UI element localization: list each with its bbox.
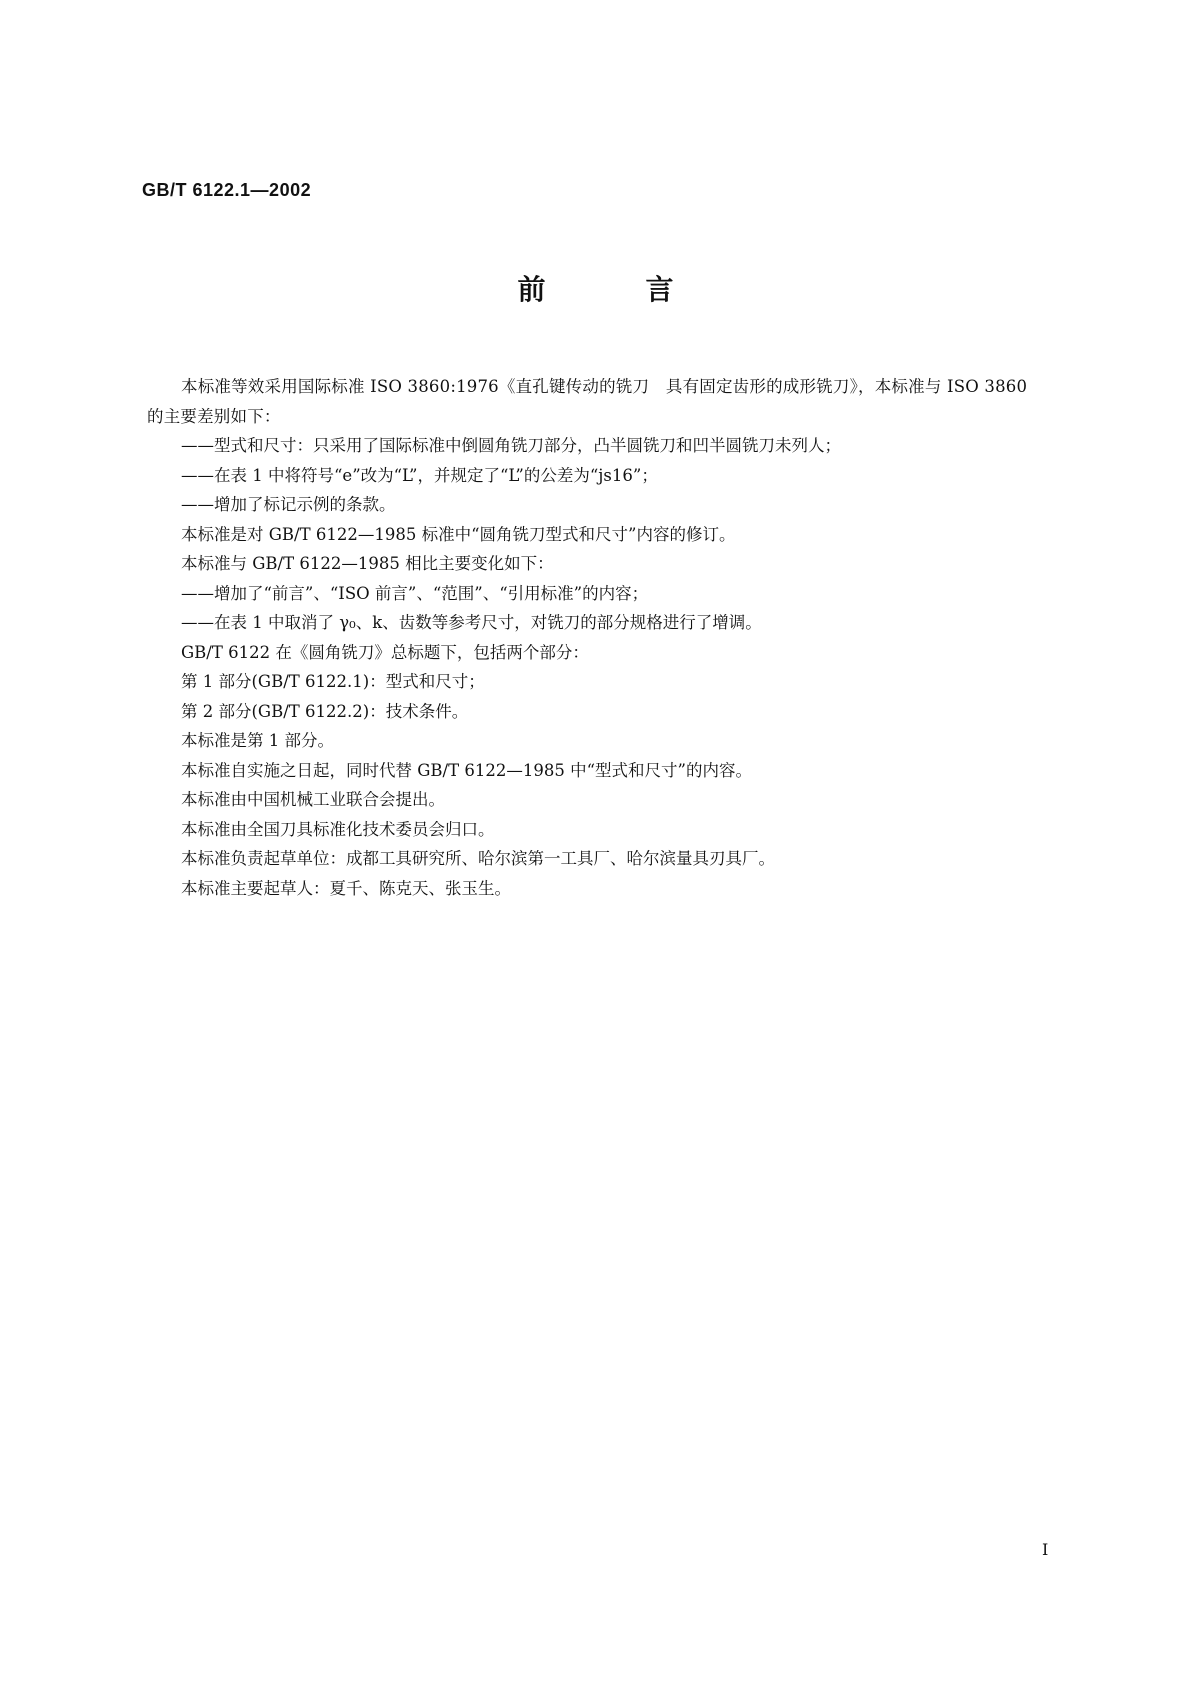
title-char-2: 言 [645, 273, 674, 306]
paragraph: 第 2 部分(GB/T 6122.2)：技术条件。 [181, 701, 469, 721]
page-title [0, 272, 1191, 308]
document-code: GB/T 6122.1—2002 [142, 180, 312, 200]
paragraph: 本标准由中国机械工业联合会提出。 [181, 790, 445, 809]
paragraph: 本标准是第 1 部分。 [181, 731, 334, 750]
paragraph: 本标准负责起草单位：成都工具研究所、哈尔滨第一工具厂、哈尔滨量具刃具厂。 [181, 849, 775, 868]
title-char-1: 前 [517, 273, 546, 306]
paragraph: ——在表 1 中将符号“e”改为“L”，并规定了“L”的公差为“js16”； [181, 465, 658, 485]
paragraph: 第 1 部分(GB/T 6122.1)：型式和尺寸； [181, 672, 485, 691]
paragraph: 本标准由全国刀具标准化技术委员会归口。 [181, 819, 495, 839]
paragraph: 本标准与 GB/T 6122—1985 相比主要变化如下： [181, 554, 554, 573]
paragraph: ——增加了标记示例的条款。 [181, 495, 396, 514]
page-number: I [1042, 1540, 1049, 1559]
paragraph: 本标准等效采用国际标准 ISO 3860:1976《直孔键传动的铣刀 具有固定齿形的成形铣刀》，本标准与 ISO 3860 的主要差别如下： [147, 377, 1028, 426]
paragraph: ——增加了“前言”、“ISO 前言”、“范围”、“引用标准”的内容； [181, 583, 649, 603]
paragraph: GB/T 6122 在《圆角铣刀》总标题下，包括两个部分： [181, 642, 589, 662]
paragraph: ——在表 1 中取消了 γ₀、k、齿数等参考尺寸，对铣刀的部分规格进行了增调。 [181, 613, 762, 632]
paragraph: 本标准是对 GB/T 6122—1985 标准中“圆角铣刀型式和尺寸”内容的修订。 [181, 524, 736, 544]
paragraph: ——型式和尺寸：只采用了国际标准中倒圆角铣刀部分，凸半圆铣刀和凹半圆铣刀未列人； [181, 436, 841, 455]
paragraph: 本标准主要起草人：夏千、陈克天、张玉生。 [181, 878, 511, 898]
paragraph: 本标准自实施之日起，同时代替 GB/T 6122—1985 中“型式和尺寸”的内容。 [181, 760, 752, 780]
foreword-body [147, 372, 1047, 903]
